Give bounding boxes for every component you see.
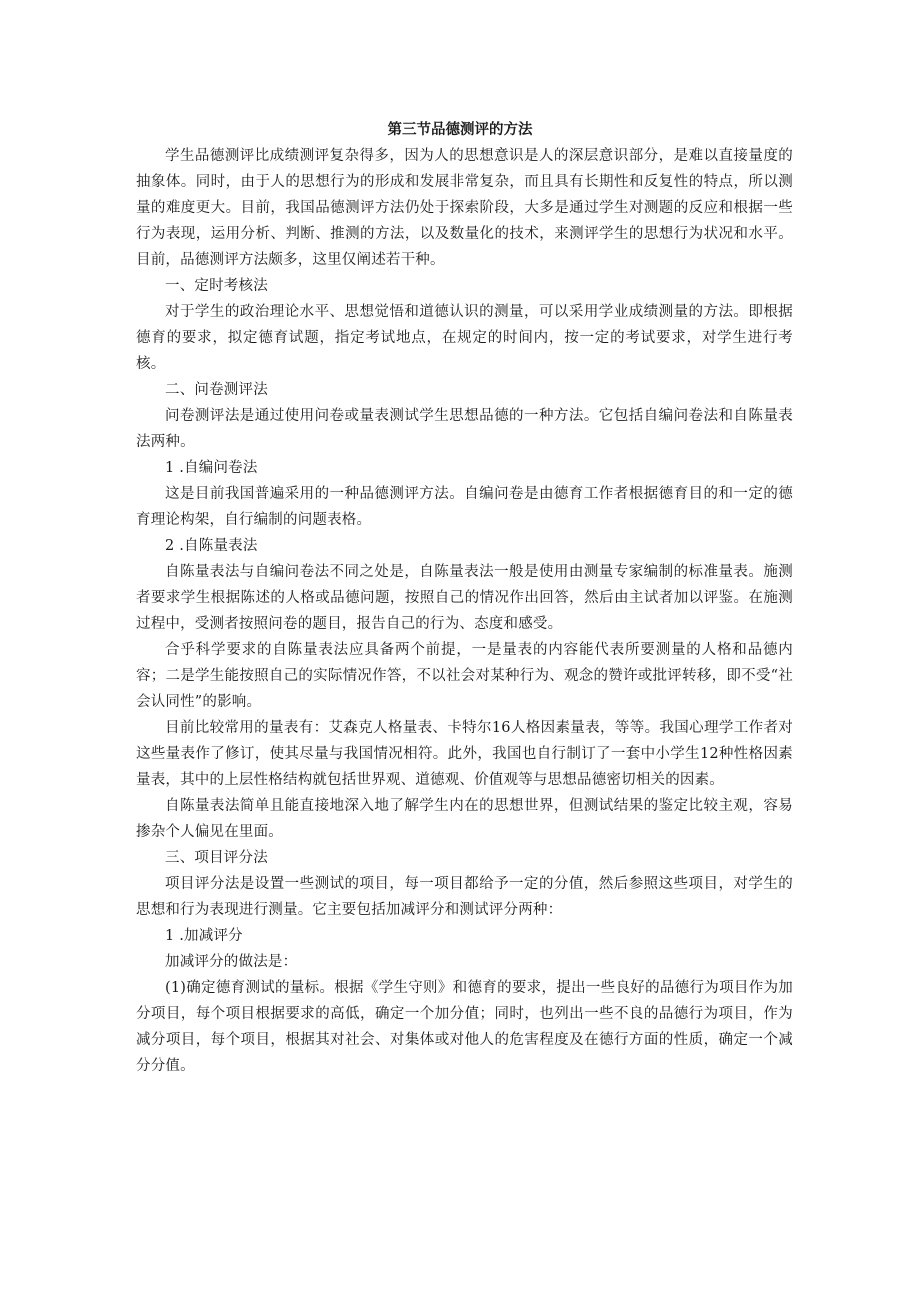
document-body [136,143,793,1079]
paragraph: 学生品德测评比成绩测评复杂得多，因为人的思想意识是人的深层意识部分，是难以直接量度的抽象体。同时，由于人的思想行为的形成和发展非常复杂，而且具有长期性和反复性的特点，所以测量的难度更大。目前，我国品德测评方法仍处于探索阶段，大多是通过学生对测题的反应和根据一些行为表现，运用分析、判断、推测的方法，以及数量化的技术，来测评学生的思想行为状况和水平。目前，品德测评方法颇多，这里仅阐述若干种。 [136,148,793,268]
paragraph: 合乎科学要求的自陈量表法应具备两个前提，一是量表的内容能代表所要测量的人格和品德内容；二是学生能按照自己的实际情况作答，不以社会对某种行为、观念的赞许或批评转移，即不受“社会认同性”的影响。 [136,642,793,710]
section-heading: 二、问卷测评法 [165,382,268,398]
page-title: 第三节品德测评的方法 [387,122,533,138]
paragraph: 自陈量表法简单且能直接地深入地了解学生内在的思想世界，但测试结果的鉴定比较主观，容易掺杂个人偏见在里面。 [136,798,793,840]
paragraph: 目前比较常用的量表有：艾森克人格量表、卡特尔16人格因素量表，等等。我国心理学工作者对这些量表作了修订，使其尽量与我国情况相符。此外，我国也自行制订了一套中小学生12种性格因素量表，其中的上层性格结构就包括世界观、道德观、价值观等与思想品德密切相关的因素。 [136,720,793,788]
subsection-heading: 1 .自编问卷法 [165,460,258,476]
paragraph: 项目评分法是设置一些测试的项目，每一项目都给予一定的分值，然后参照这些项目，对学生的思想和行为表现进行测量。它主要包括加减评分和测试评分两种： [136,876,793,918]
subsection-heading: 1 .加减评分 [165,928,243,944]
paragraph: 这是目前我国普遍采用的一种品德测评方法。自编问卷是由德育工作者根据德育目的和一定的德育理论构架，自行编制的问题表格。 [136,486,793,528]
paragraph: (1)确定德育测试的量标。根据《学生守则》和德育的要求，提出一些良好的品德行为项目作为加分项目，每个项目根据要求的高低，确定一个加分值；同时，也列出一些不良的品德行为项目，作为减分项目，每个项目，根据其对社会、对集体或对他人的危害程度及在德行方面的性质，确定一个减分分值。 [136,980,793,1074]
paragraph: 自陈量表法与自编问卷法不同之处是，自陈量表法一般是使用由测量专家编制的标准量表。施测者要求学生根据陈述的人格或品德问题，按照自己的情况作出回答，然后由主试者加以评鉴。在施测过程中，受测者按照问卷的题目，报告自己的行为、态度和感受。 [136,564,793,632]
section-heading: 三、项目评分法 [165,850,268,866]
paragraph: 对于学生的政治理论水平、思想觉悟和道德认识的测量，可以采用学业成绩测量的方法。即根据德育的要求，拟定德育试题，指定考试地点，在规定的时间内，按一定的考试要求，对学生进行考核。 [136,304,793,372]
subsection-heading: 2 .自陈量表法 [165,538,258,554]
section-heading: 一、定时考核法 [165,278,268,294]
paragraph: 问卷测评法是通过使用问卷或量表测试学生思想品德的一种方法。它包括自编问卷法和自陈量表法两种。 [136,408,793,450]
paragraph: 加减评分的做法是： [165,954,298,970]
